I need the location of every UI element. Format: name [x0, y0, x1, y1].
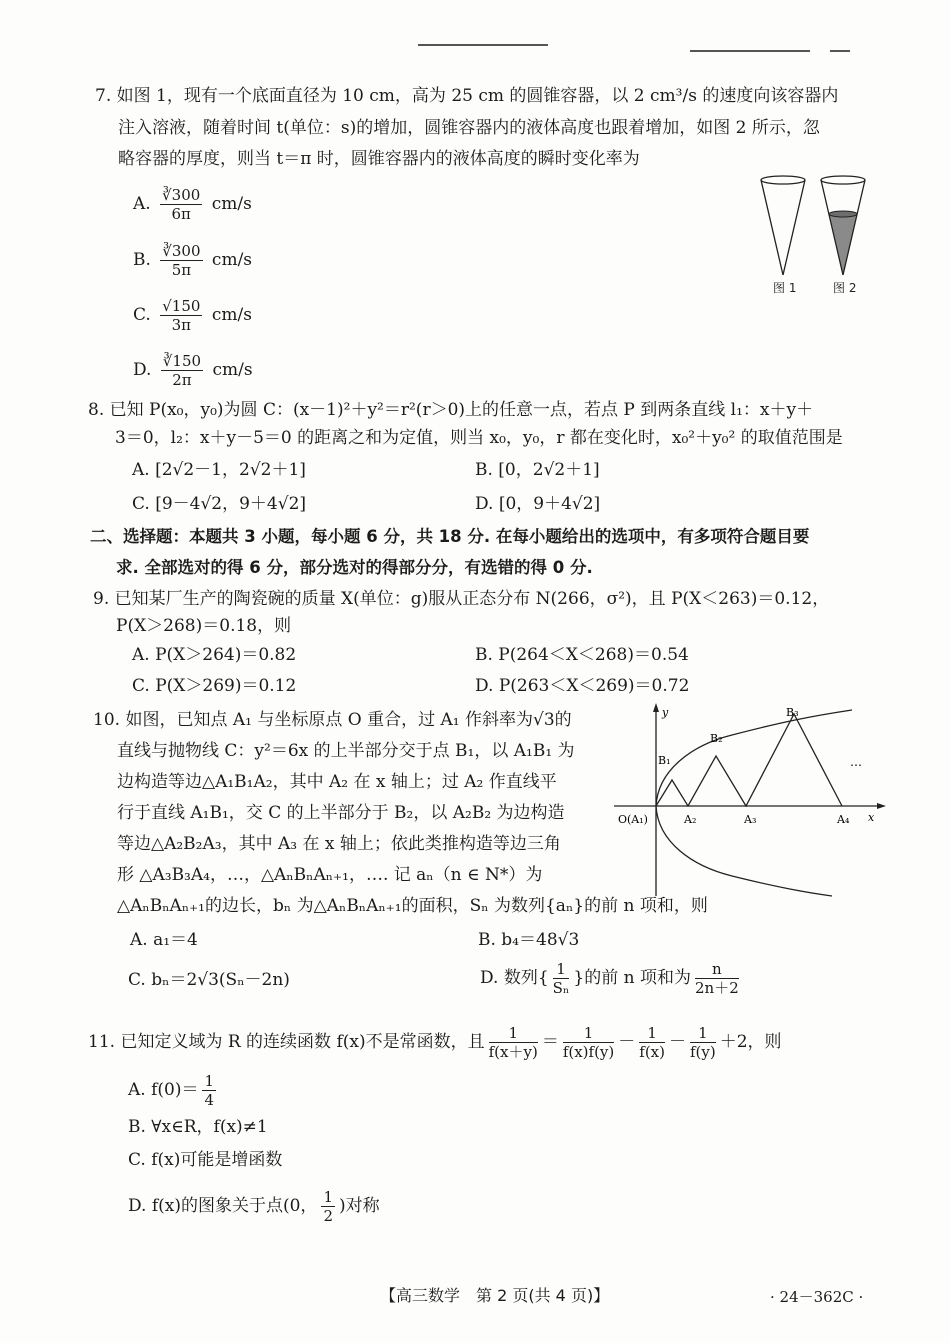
q11-option-d[interactable]: D. f(x)的图象关于点(0， $\frac{1}{2}$ )对称 [128, 1188, 380, 1225]
unit: cm/s [212, 360, 253, 380]
a2-label: A₂ [684, 813, 697, 826]
fraction: $\frac{√150}{3\pi}$ [162, 297, 201, 334]
unit: cm/s [211, 305, 252, 325]
q9-option-c[interactable]: C. P(X＞269)＝0.12 [132, 676, 297, 696]
unit: cm/s [211, 250, 253, 270]
q9-option-d[interactable]: D. P(263＜X＜269)＝0.72 [475, 676, 690, 696]
q10-line5: 等边△A₂B₂A₃，其中 A₃ 在 x 轴上；依此类推构造等边三角 [117, 834, 561, 854]
option-label: C. [133, 305, 151, 325]
exam-code: · 24－362C · [770, 1288, 864, 1306]
origin-label: O(A₁) [618, 813, 648, 826]
a4-label: A₄ [837, 813, 850, 826]
scan-mark [690, 50, 810, 52]
triangle-chain [656, 714, 842, 806]
fraction: $\frac{1}{2}$ [323, 1188, 333, 1225]
x-label: x [868, 811, 875, 824]
cone-figure-1 [761, 176, 805, 275]
q10-line1: 10. 如图，已知点 A₁ 与坐标原点 O 重合，过 A₁ 作斜率为√3的 [93, 710, 572, 730]
q9-option-b[interactable]: B. P(264＜X＜268)＝0.54 [475, 645, 689, 665]
fraction: $\frac{∛300}{5\pi}$ [162, 242, 201, 279]
unit: cm/s [211, 194, 252, 214]
scan-mark [830, 50, 850, 52]
q7-option-b[interactable] [133, 242, 252, 279]
b3-label: B₃ [786, 706, 799, 719]
option-label: D. [133, 360, 152, 380]
q8-line1: 8. 已知 P(x₀，y₀)为圆 C：(x－1)²＋y²＝r²(r＞0)上的任意一点，若点 P 到两条直线 l₁：x＋y＋ [88, 400, 814, 420]
q8-option-b[interactable]: B. [0，2√2＋1] [475, 460, 600, 480]
q8-option-a[interactable]: A. [2√2－1，2√2＋1] [132, 460, 306, 480]
q9-option-a[interactable]: A. P(X＞264)＝0.82 [132, 645, 297, 665]
fraction: $\frac{1}{\text{Sₙ}}$ [552, 960, 570, 997]
cone-figures [755, 170, 880, 300]
q10-line4: 行于直线 A₁B₁，交 C 的上半部分于 B₂，以 A₂B₂ 为边构造 [117, 803, 565, 823]
q7-line2: 注入溶液，随着时间 t(单位：s)的增加，圆锥容器内的液体高度也跟着增加，如图 2 所示，忽 [118, 118, 820, 138]
q7-option-d[interactable] [133, 352, 253, 389]
q8-option-d[interactable]: D. [0，9＋4√2] [475, 494, 601, 514]
ellipsis: … [850, 755, 862, 769]
cone-figure-2 [821, 176, 865, 275]
q8-option-c[interactable]: C. [9－4√2，9＋4√2] [132, 494, 307, 514]
option-label: A. [133, 194, 151, 214]
q10-line6: 形 △A₃B₃A₄，…，△AₙBₙAₙ₊₁，…. 记 aₙ（n ∈ N*）为 [117, 865, 543, 885]
y-label: y [662, 706, 669, 719]
fraction: $\frac{∛150}{2\pi}$ [162, 352, 202, 389]
q11-option-b[interactable]: B. ∀x∈R，f(x)≠1 [128, 1117, 268, 1137]
q11-option-c[interactable]: C. f(x)可能是增函数 [128, 1150, 283, 1170]
scan-mark [418, 44, 548, 46]
q10-line3: 边构造等边△A₁B₁A₂，其中 A₂ 在 x 轴上；过 A₂ 作直线平 [117, 772, 557, 792]
fraction: $\frac{n}{2n+2}$ [695, 960, 739, 997]
q10-line7: △AₙBₙAₙ₊₁的边长，bₙ 为△AₙBₙAₙ₊₁的面积，Sₙ 为数列{aₙ}的前 n 项和，则 [117, 896, 708, 916]
q7-option-c[interactable] [133, 297, 252, 334]
option-label: B. [133, 250, 151, 270]
section2-line1: 二、选择题：本题共 3 小题，每小题 6 分，共 18 分. 在每小题给出的选项中，有多项符合题目要 [90, 527, 810, 546]
q7-line1: 7. 如图 1，现有一个底面直径为 10 cm，高为 25 cm 的圆锥容器，以 2 cm³/s 的速度向该容器内 [95, 86, 839, 106]
page-footer: 【高三数学 第 2 页(共 4 页)】 [380, 1286, 610, 1305]
b1-label: B₁ [658, 754, 671, 767]
section2-line2: 求. 全部选对的得 6 分，部分选对的得部分分，有选错的得 0 分. [116, 558, 593, 577]
q9-line2: P(X＞268)＝0.18，则 [116, 616, 292, 636]
fraction: $\frac{∛300}{6\pi}$ [162, 186, 201, 223]
a3-label: A₃ [744, 813, 757, 826]
q10-option-c[interactable]: C. bₙ＝2√3(Sₙ－2n) [128, 970, 290, 990]
q9-line1: 9. 已知某厂生产的陶瓷碗的质量 X(单位：g)服从正态分布 N(266，σ²)，且 P(X＜263)＝0.12， [93, 589, 830, 609]
q10-option-a[interactable]: A. a₁＝4 [130, 930, 198, 950]
q10-line2: 直线与抛物线 C：y²＝6x 的上半部分交于点 B₁，以 A₁B₁ 为 [117, 741, 575, 761]
q7-line3: 略容器的厚度，则当 t＝π 时，圆锥容器内的液体高度的瞬时变化率为 [118, 149, 640, 169]
q10-option-d[interactable]: D. 数列{ $\frac{1}{\text{Sₙ}}$ }的前 n 项和为 $\frac{n}{2n+2}$ [480, 960, 739, 997]
q8-line2: 3＝0，l₂：x＋y－5＝0 的距离之和为定值，则当 x₀，y₀，r 都在变化时，x₀²＋y₀² 的取值范围是 [115, 428, 843, 448]
fig2-caption: 图 2 [833, 281, 857, 295]
q7-option-a[interactable] [133, 186, 252, 223]
b2-label: B₂ [710, 732, 723, 745]
fraction: $\frac{1}{4}$ [204, 1072, 215, 1109]
q10-option-b[interactable]: B. b₄＝48√3 [478, 930, 580, 950]
fig1-caption: 图 1 [773, 281, 797, 295]
q10-graph [612, 700, 890, 900]
q11-option-a[interactable]: A. f(0)＝ $\frac{1}{4}$ [128, 1072, 215, 1109]
q11-stem: 11. 已知定义域为 R 的连续函数 f(x)不是常函数，且 $\frac{1}{f(x+y)}$ ＝ $\frac{1}{f(x)f(y)}$ － $\frac{1}{f(x)}$ － $\frac{1}{f(y)}$ ＋2，则 [88, 1024, 782, 1061]
